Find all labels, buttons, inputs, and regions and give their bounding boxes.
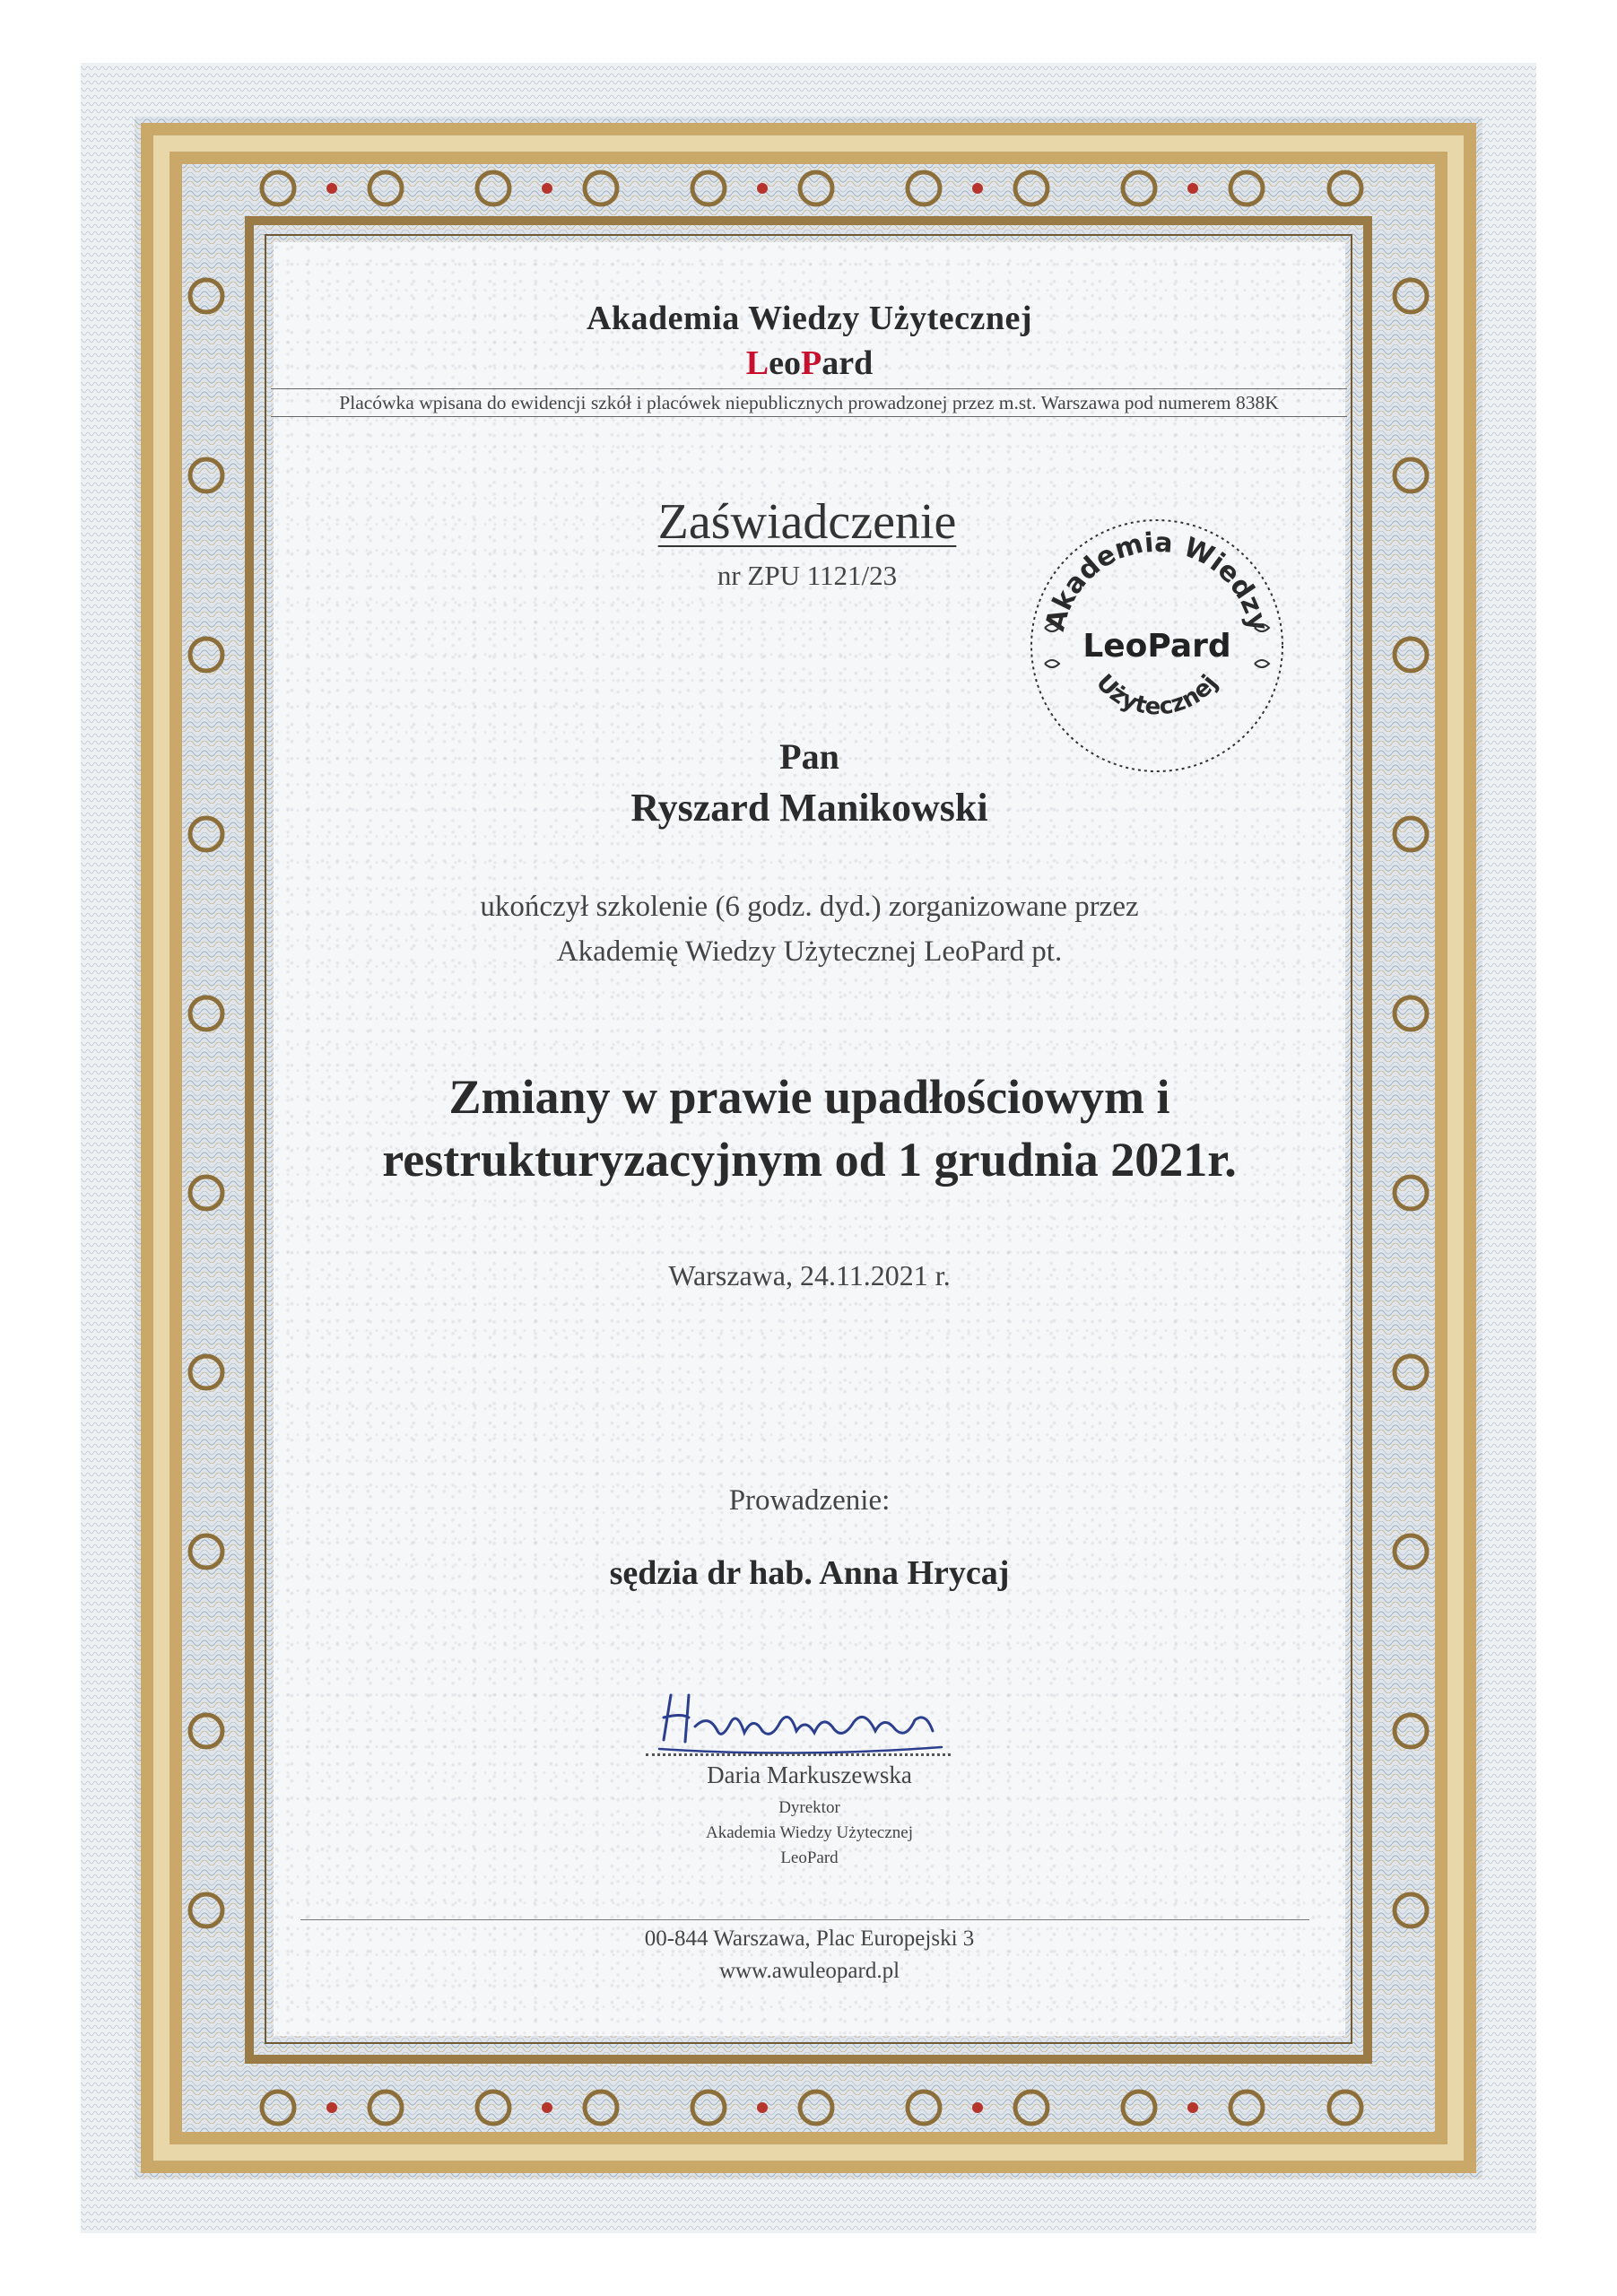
certificate-title: Zaświadczenie — [657, 494, 957, 550]
org-short-letter-l: L — [745, 344, 769, 382]
stamp-ring-top: Akademia Wiedzy — [1039, 526, 1274, 635]
course-title-line1: Zmiany w prawie upadłościowym i — [448, 1070, 1170, 1124]
certificate-number: nr ZPU 1121/23 — [717, 560, 898, 591]
signatory-organization-short: LeoPard — [780, 1848, 839, 1867]
recipient-name: Ryszard Manikowski — [630, 786, 988, 830]
org-short-part-eo: eo — [769, 344, 801, 382]
place-and-date: Warszawa, 24.11.2021 r. — [668, 1259, 951, 1292]
recipient-salutation: Pan — [779, 736, 839, 777]
course-title-line2: restrukturyzacyjnym od 1 grudnia 2021r. — [382, 1133, 1237, 1187]
completion-statement-line1: ukończył szkolenie (6 godz. dyd.) zorganizowane przez — [480, 891, 1139, 923]
org-short-part-ard: ard — [822, 344, 874, 382]
completion-statement-line2: Akademię Wiedzy Użytecznej LeoPard pt. — [556, 935, 1063, 968]
organization-name: Akademia Wiedzy Użytecznej — [586, 300, 1033, 337]
signature-line — [646, 1753, 951, 1756]
stamp-center-text: LeoPard — [1082, 628, 1231, 665]
organization-short-name — [274, 344, 1345, 383]
instructor-name: sędzia dr hab. Anna Hrycaj — [609, 1554, 1010, 1592]
signatory-organization: Akademia Wiedzy Użytecznej — [706, 1823, 913, 1842]
stamp-ring-bottom: Użytecznej — [1090, 669, 1223, 721]
signatory-name: Daria Markuszewska — [707, 1761, 912, 1788]
footer-divider — [300, 1919, 1309, 1920]
footer-website: www.awuleopard.pl — [718, 1959, 900, 1983]
footer-address: 00-844 Warszawa, Plac Europejski 3 — [644, 1926, 975, 1951]
instructor-label: Prowadzenie: — [728, 1484, 891, 1517]
org-short-letter-p: P — [801, 344, 822, 382]
registration-note: Placówka wpisana do ewidencji szkół i placówek niepublicznych prowadzonej przez m.st. Warszawa pod numerem 838K — [271, 388, 1347, 417]
signatory-role: Dyrektor — [778, 1798, 840, 1817]
